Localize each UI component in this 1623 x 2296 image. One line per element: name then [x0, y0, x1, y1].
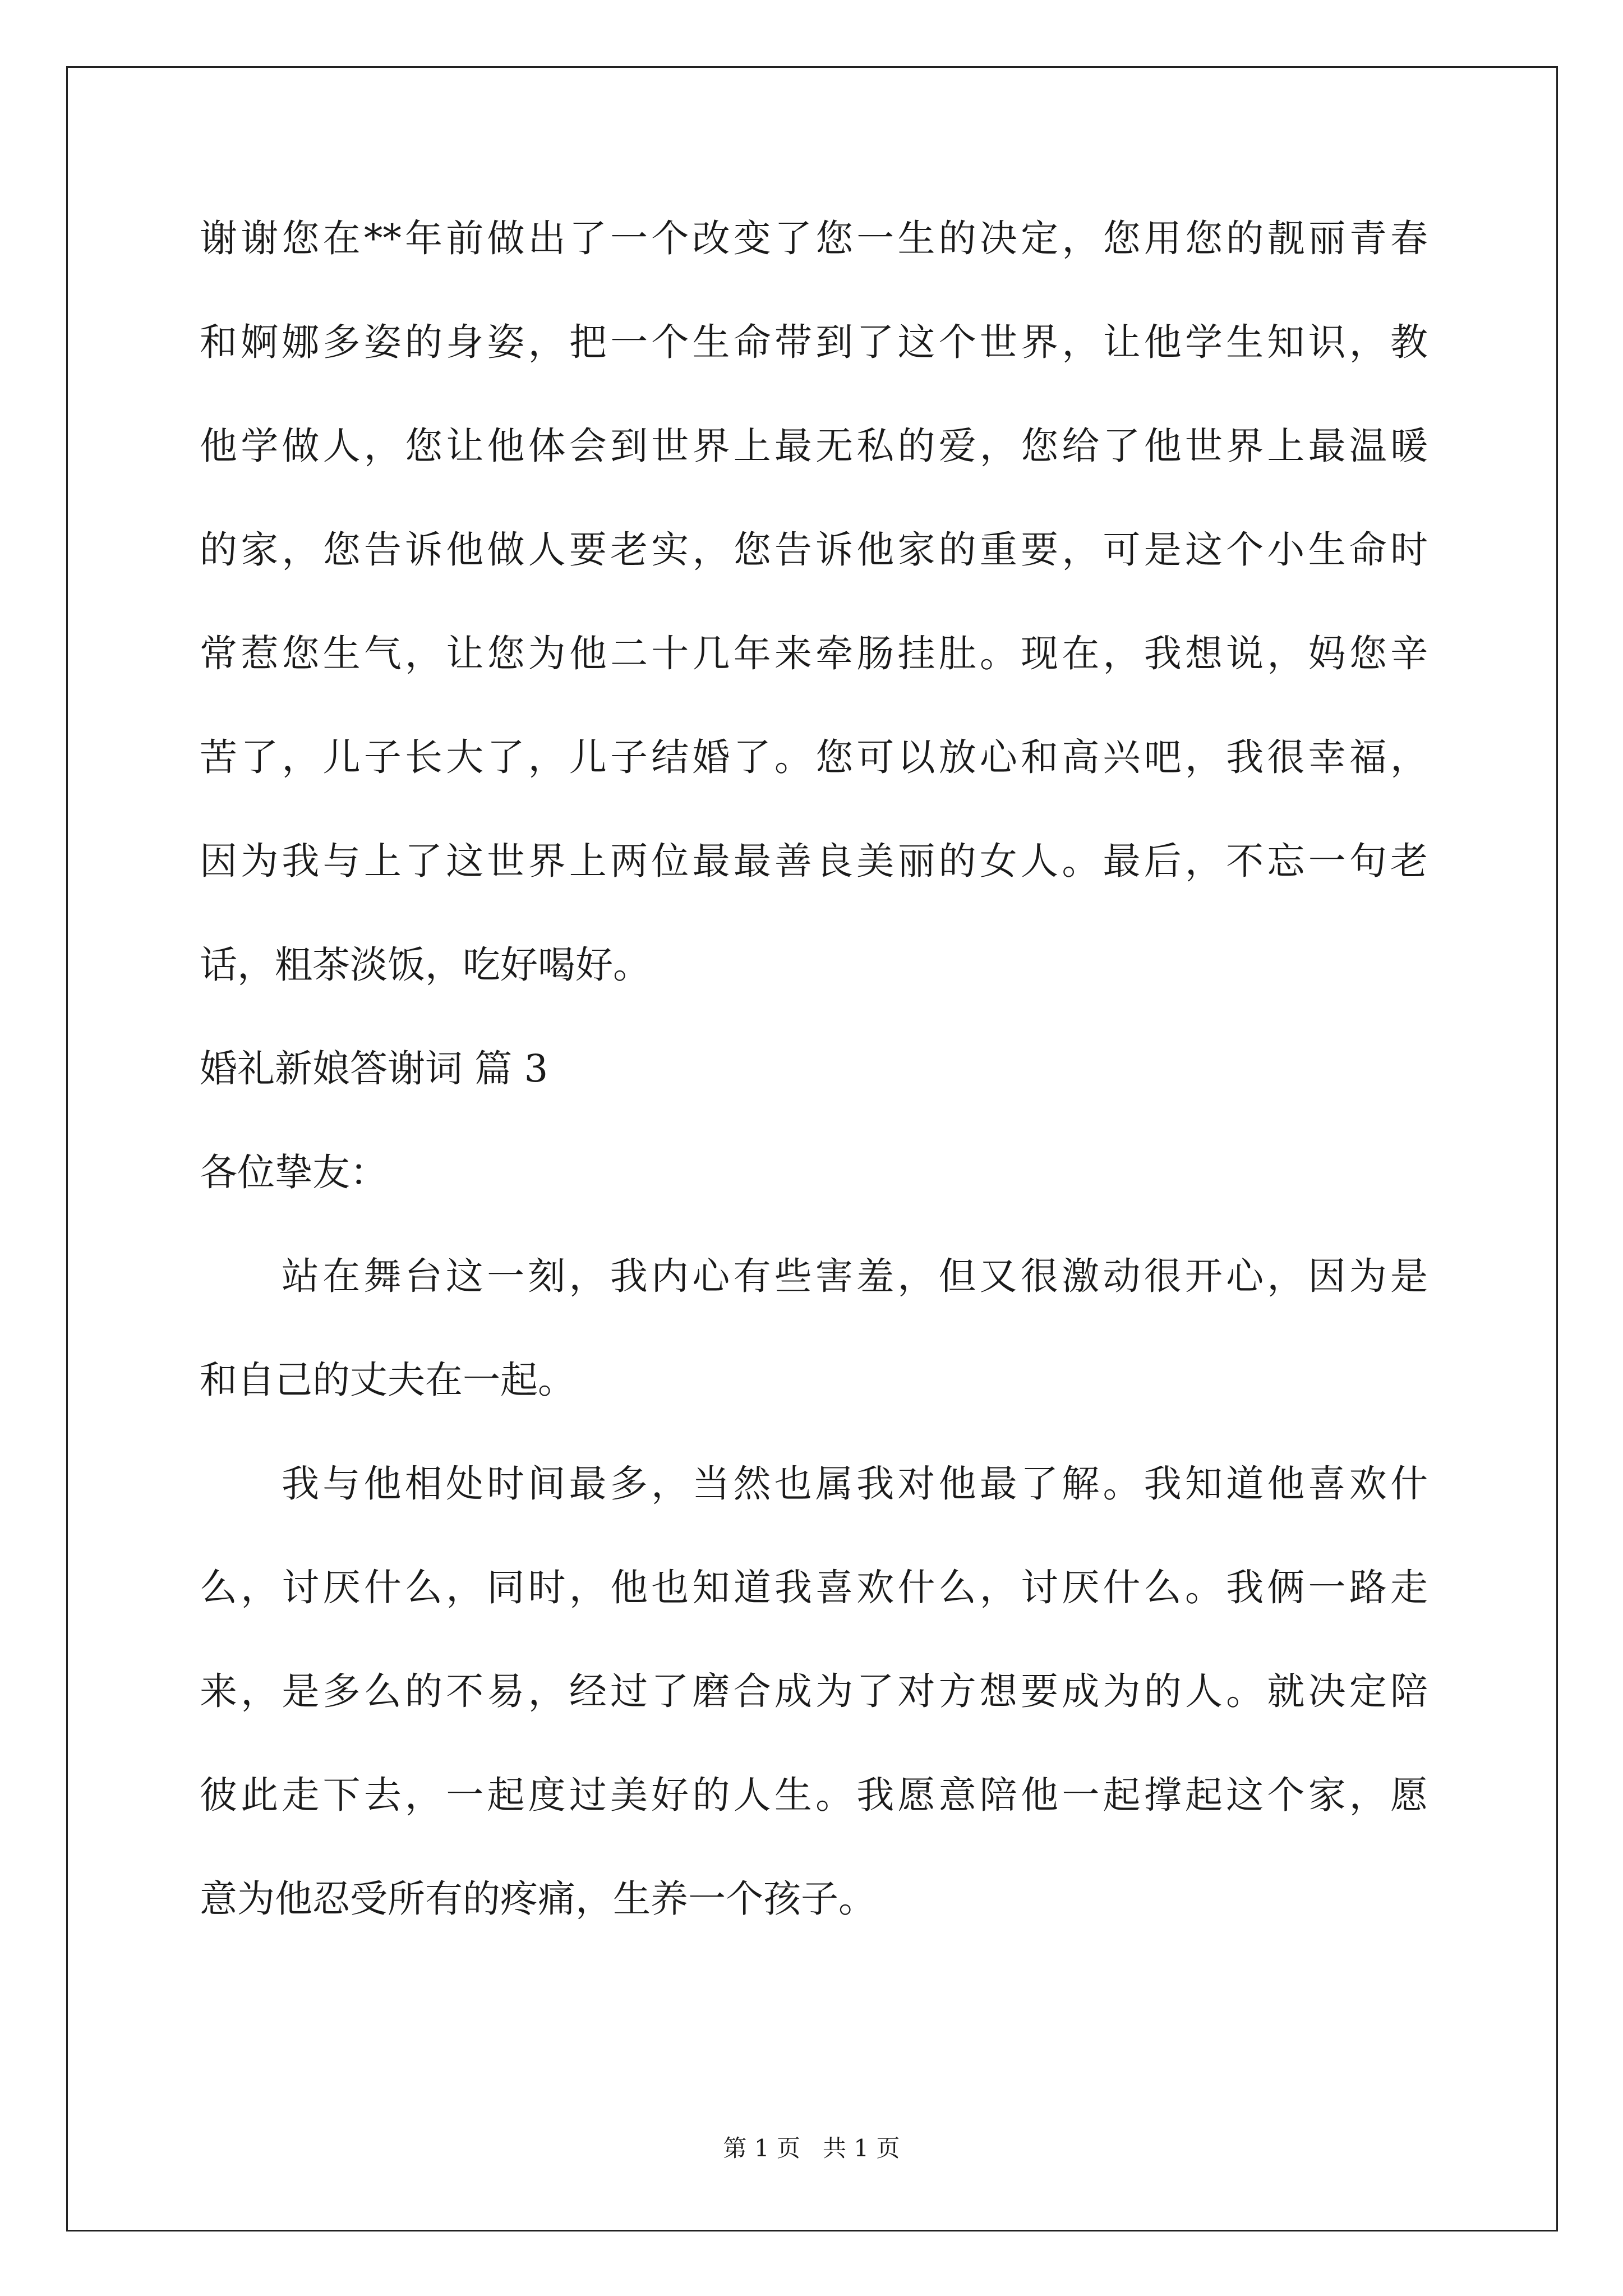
paragraph-line: 他学做人，您让他体会到世界上最无私的爱，您给了他世界上最温暖	[200, 424, 1428, 468]
paragraph-line: 意为他忍受所有的疼痛，生养一个孩子。	[200, 1877, 876, 1921]
paragraph-line: 和自己的丈夫在一起。	[200, 1358, 575, 1402]
paragraph-line: 苦了，儿子长大了，儿子结婚了。您可以放心和高兴吧，我很幸福，	[200, 735, 1428, 779]
paragraph-line: 谢谢您在**年前做出了一个改变了您一生的决定，您用您的靓丽青春	[200, 217, 1428, 260]
paragraph-line: 站在舞台这一刻，我内心有些害羞，但又很激动很开心，因为是	[282, 1254, 1428, 1298]
paragraph-line: 的家，您告诉他做人要老实，您告诉他家的重要，可是这个小生命时	[200, 528, 1428, 572]
paragraph-line: 来，是多么的不易，经过了磨合成为了对方想要成为的人。就决定陪	[200, 1669, 1428, 1713]
paragraph-line: 我与他相处时间最多，当然也属我对他最了解。我知道他喜欢什	[282, 1462, 1428, 1506]
paragraph-line: 么，讨厌什么，同时，他也知道我喜欢什么，讨厌什么。我俩一路走	[200, 1566, 1428, 1609]
page-footer: 第 1 页 共 1 页	[723, 2134, 900, 2162]
paragraph-line: 话，粗茶淡饭，吃好喝好。	[200, 943, 651, 987]
section-heading: 婚礼新娘答谢词 篇 3	[200, 1047, 548, 1091]
document-body	[200, 216, 1428, 1980]
paragraph-line: 彼此走下去，一起度过美好的人生。我愿意陪他一起撑起这个家，愿	[200, 1773, 1428, 1817]
salutation: 各位挚友：	[200, 1151, 388, 1194]
paragraph-line: 因为我与上了这世界上两位最最善良美丽的女人。最后，不忘一句老	[200, 839, 1428, 883]
paragraph-line: 常惹您生气，让您为他二十几年来牵肠挂肚。现在，我想说，妈您辛	[200, 632, 1428, 675]
paragraph-line: 和婀娜多姿的身姿，把一个生命带到了这个世界，让他学生知识，教	[200, 320, 1428, 364]
